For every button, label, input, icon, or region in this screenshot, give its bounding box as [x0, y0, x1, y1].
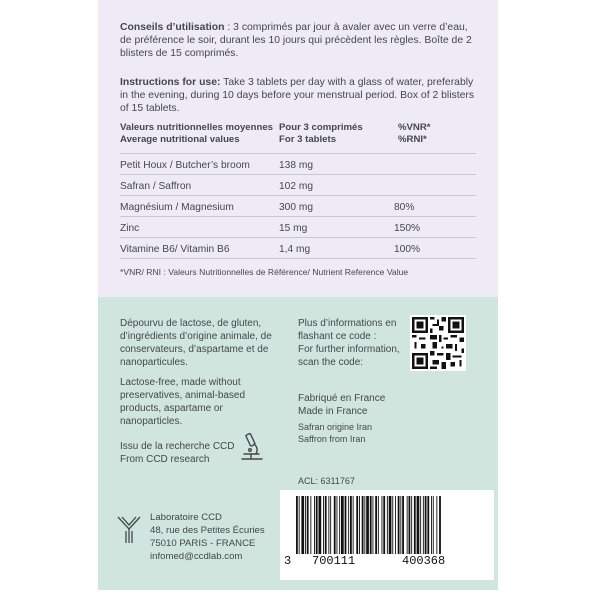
row-name: Safran / Saffron [120, 181, 192, 192]
usage-fr [120, 21, 480, 60]
row-amount: 300 mg [279, 202, 313, 213]
lab-street: 48, rue des Petites Écuries [150, 525, 265, 536]
usage-en-text: Take 3 tablets per day with a glass of water, preferably in the evening, during 10 days before your menstrual period. Box of 2 blisters of 15 tablets. [120, 77, 475, 114]
usage-fr-text: : 3 comprimés par jour à avaler avec un verre d’eau, de préférence le soir, durant les 10 jours qui précèdent les règles. Boîte de 2 blisters de 15 comprimés. [120, 22, 472, 59]
made-in-en: Made in France [298, 406, 368, 417]
more-info-fr: Plus d’informations en flashant ce code : [298, 318, 397, 342]
table-divider [120, 237, 476, 238]
header-col1-fr: Valeurs nutritionnelles moyennes [120, 122, 274, 133]
table-divider [120, 153, 476, 154]
table-divider [120, 216, 476, 217]
saffron-origin-en: Saffron from Iran [298, 434, 366, 444]
product-box-back [98, 0, 498, 590]
qr-code [410, 315, 466, 371]
usage-en-label: Instructions for use: [120, 77, 221, 88]
barcode-group-right: 400368 [402, 554, 446, 568]
row-pct: 150% [394, 223, 421, 234]
research-en: From CCD research [120, 454, 210, 465]
row-amount: 1,4 mg [279, 244, 311, 255]
barcode-digit-first: 3 [284, 554, 292, 568]
row-name: Vitamine B6/ Vitamin B6 [120, 244, 230, 255]
table-footnote: *VNR/ RNI : Valeurs Nutritionnelles de Référence/ Nutrient Reference Value [120, 267, 409, 277]
table-divider [120, 174, 476, 175]
barcode-area [280, 490, 494, 580]
saffron-origin-fr: Safran origine Iran [298, 422, 373, 432]
row-pct: 100% [394, 244, 421, 255]
row-amount: 138 mg [279, 160, 313, 171]
barcode-group-left: 700111 [312, 554, 356, 568]
acl-code: ACL: 6311767 [298, 476, 355, 486]
ccd-logo-icon [116, 515, 142, 545]
research-fr: Issu de la recherche CCD [120, 441, 235, 452]
lab-city: 75010 PARIS - FRANCE [150, 538, 256, 549]
free-from-en: Lactose-free, made without preservatives, animal-based products, aspartame or nanoparticles. [120, 377, 246, 427]
header-col3-fr: %VNR* [398, 122, 431, 133]
header-col3-en: %RNI* [398, 134, 427, 145]
header-col1-en: Average nutritional values [120, 134, 240, 145]
header-col2-fr: Pour 3 comprimés [279, 122, 363, 133]
lab-email: infomed@ccdlab.com [150, 551, 243, 562]
more-info-en: For further information, scan the code: [298, 344, 400, 368]
nutrition-table-header [120, 122, 476, 152]
lab-name: Laboratoire CCD [150, 512, 222, 523]
table-divider [120, 258, 476, 259]
made-in-fr: Fabriqué en France [298, 393, 386, 404]
usage-en [120, 76, 480, 115]
header-col2-en: For 3 tablets [279, 134, 337, 145]
row-amount: 15 mg [279, 223, 308, 234]
row-amount: 102 mg [279, 181, 313, 192]
row-name: Magnésium / Magnesium [120, 202, 234, 213]
row-pct: 80% [394, 202, 415, 213]
row-name: Petit Houx / Butcher’s broom [120, 160, 250, 171]
usage-fr-label: Conseils d’utilisation [120, 22, 225, 33]
free-from-fr: Dépourvu de lactose, de gluten, d’ingrédients d’origine animale, de conservateurs, d’aspartame et de nanoparticules. [120, 318, 272, 368]
row-name: Zinc [120, 223, 140, 234]
top-panel [98, 0, 498, 297]
microscope-icon [240, 432, 264, 462]
table-divider [120, 195, 476, 196]
